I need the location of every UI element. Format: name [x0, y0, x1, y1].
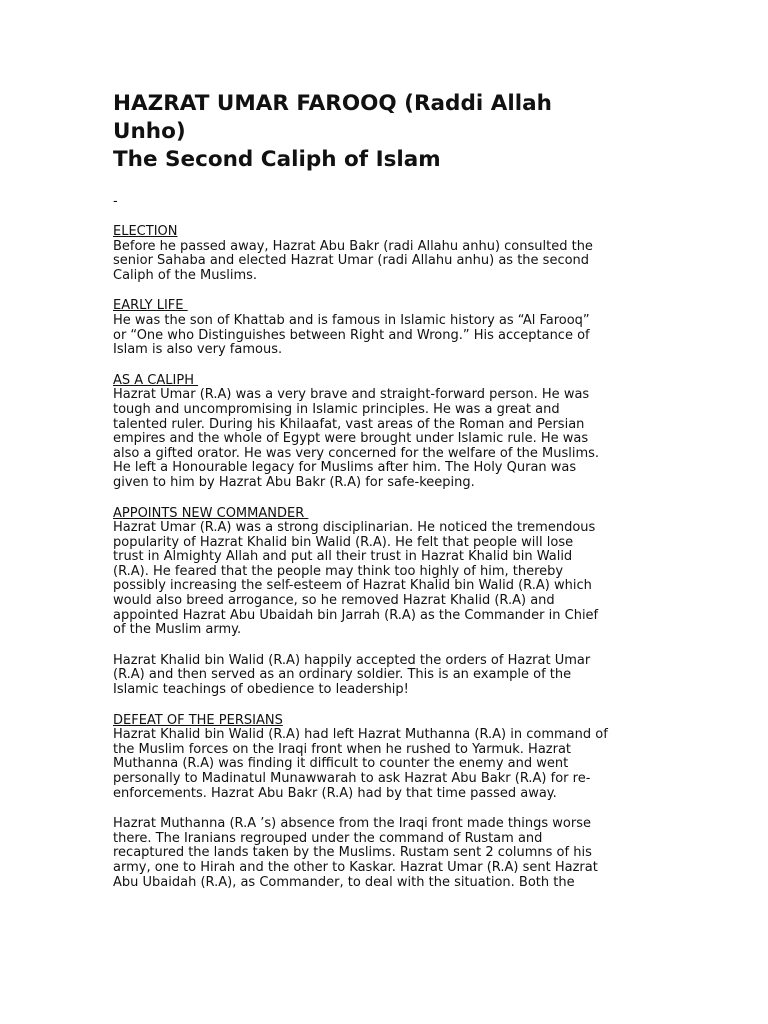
- paragraph-line: Islamic teachings of obedience to leadership!: [113, 682, 409, 698]
- paragraph-line: Before he passed away, Hazrat Abu Bakr (radi Allahu anhu) consulted the: [113, 238, 593, 254]
- paragraph-line: Abu Ubaidah (R.A), as Commander, to deal with the situation. Both the: [113, 874, 575, 890]
- section-paragraph: [113, 388, 661, 490]
- paragraph-line: senior Sahaba and elected Hazrat Umar (radi Allahu anhu) as the second: [113, 253, 590, 269]
- section-heading: APPOINTS NEW COMMANDER: [113, 505, 309, 521]
- paragraph-line: recaptured the lands taken by the Muslims. Rustam sent 2 columns of his: [113, 845, 592, 861]
- paragraph-line: tough and uncompromising in Islamic principles. He was a great and: [113, 401, 560, 417]
- paragraph-line: there. The Iranians regrouped under the command of Rustam and: [113, 830, 543, 846]
- paragraph-line: talented ruler. During his Khilaafat, vast areas of the Roman and Persian: [113, 416, 585, 432]
- paragraph-line: enforcements. Hazrat Abu Bakr (R.A) had by that time passed away.: [113, 785, 557, 801]
- paragraph-line: popularity of Hazrat Khalid bin Walid (R.A). He felt that people will lose: [113, 534, 574, 550]
- title-line-1: HAZRAT UMAR FAROOQ (Raddi Allah: [113, 91, 552, 116]
- section-heading: EARLY LIFE: [113, 298, 188, 314]
- paragraph-line: or “One who Distinguishes between Right and Wrong.” His acceptance of: [113, 327, 590, 343]
- section-paragraph: [113, 654, 661, 698]
- paragraph-line: Hazrat Umar (R.A) was a strong disciplinarian. He noticed the tremendous: [113, 520, 596, 536]
- title-line-3: The Second Caliph of Islam: [113, 147, 441, 172]
- section-heading: ELECTION: [113, 224, 178, 239]
- paragraph-line: personally to Madinatul Munawwarah to ask Hazrat Abu Bakr (R.A) for re-: [113, 771, 591, 786]
- paragraph-line: Hazrat Umar (R.A) was a very brave and straight-forward person. He was: [113, 387, 590, 403]
- section: [113, 714, 661, 891]
- paragraph-line: also a gifted orator. He was very concerned for the welfare of the Muslims.: [113, 445, 600, 461]
- section-paragraph: [113, 240, 661, 284]
- section: [113, 299, 661, 357]
- document-title: [113, 90, 661, 174]
- section: [113, 374, 661, 491]
- paragraph-line: Islam is also very famous.: [113, 342, 283, 358]
- paragraph-line: given to him by Hazrat Abu Bakr (R.A) for safe-keeping.: [113, 474, 475, 490]
- paragraph-line: Hazrat Muthanna (R.A ’s) absence from the Iraqi front made things worse: [113, 816, 591, 832]
- paragraph-line: He left a Honourable legacy for Muslims after him. The Holy Quran was: [113, 460, 577, 476]
- paragraph-line: He was the son of Khattab and is famous in Islamic history as “Al Farooq”: [113, 312, 590, 328]
- document-page: [113, 90, 661, 890]
- paragraph-line: would also breed arrogance, so he removed Hazrat Khalid (R.A) and: [113, 593, 555, 609]
- section-paragraph: [113, 817, 661, 890]
- section-heading: DEFEAT OF THE PERSIANS: [113, 712, 283, 728]
- paragraph-line: the Muslim forces on the Iraqi front when he rushed to Yarmuk. Hazrat: [113, 741, 572, 757]
- paragraph-line: appointed Hazrat Abu Ubaidah bin Jarrah (R.A) as the Commander in Chief: [113, 607, 599, 623]
- paragraph-line: empires and the whole of Egypt were brought under Islamic rule. He was: [113, 431, 589, 447]
- document-body: [113, 225, 661, 890]
- section-paragraph: [113, 728, 661, 801]
- paragraph-line: Hazrat Khalid bin Walid (R.A) happily accepted the orders of Hazrat Umar: [113, 652, 591, 668]
- paragraph-line: (R.A) and then served as an ordinary soldier. This is an example of the: [113, 667, 572, 683]
- paragraph-line: Caliph of the Muslims.: [113, 267, 258, 283]
- paragraph-line: possibly increasing the self-esteem of Hazrat Khalid bin Walid (R.A) which: [113, 578, 592, 594]
- paragraph-line: Muthanna (R.A) was finding it difficult to counter the enemy and went: [113, 756, 569, 772]
- section: [113, 507, 661, 698]
- paragraph-line: army, one to Hirah and the other to Kaskar. Hazrat Umar (R.A) sent Hazrat: [113, 859, 598, 875]
- separator-dash: -: [113, 194, 118, 209]
- section-paragraph: [113, 314, 661, 358]
- paragraph-line: trust in Almighty Allah and put all their trust in Hazrat Khalid bin Walid: [113, 549, 573, 565]
- title-line-2: Unho): [113, 119, 186, 144]
- paragraph-line: of the Muslim army.: [113, 622, 242, 638]
- section: [113, 225, 661, 283]
- section-heading: AS A CALIPH: [113, 372, 199, 388]
- section-paragraph: [113, 521, 661, 638]
- paragraph-line: Hazrat Khalid bin Walid (R.A) had left Hazrat Muthanna (R.A) in command of: [113, 727, 608, 743]
- paragraph-line: (R.A). He feared that the people may think too highly of him, thereby: [113, 563, 564, 579]
